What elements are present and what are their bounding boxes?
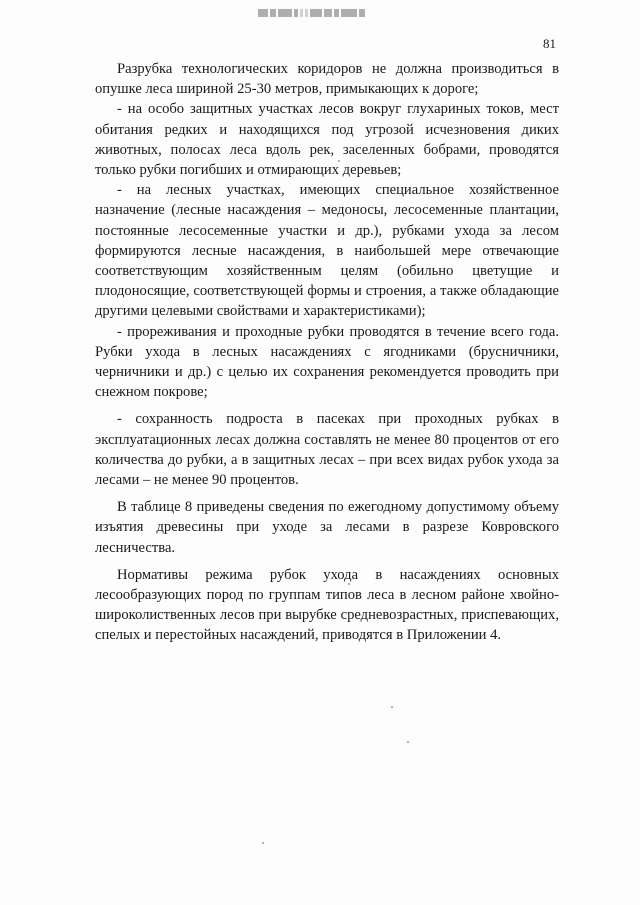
scan-speck bbox=[348, 583, 350, 585]
scan-speck bbox=[407, 741, 409, 743]
paragraph: - на лесных участках, имеющих специальное хозяйственное назначение (лесные насаждения – медоносы, лесосеменные плантации, постоянные лесосеменные участки и др.), рубками ухода за лесом формируются лесные насаждения, в наибольшей мере отвечающие соответствующим хозяйственным целям (обильно цветущие и плодоносящие, соответствующей формы и строения, а также обладающие другими целевыми свойствами и характеристиками); bbox=[95, 182, 559, 320]
paragraph: - прореживания и проходные рубки проводятся в течение всего года. Рубки ухода в лесных насаждениях с ягодниками (брусничники, черничники и др.) с целью их сохранения рекомендуется проводить при снежном покрове; bbox=[95, 323, 559, 401]
scan-artifact bbox=[258, 6, 370, 20]
paragraph: Нормативы режима рубок ухода в насаждениях основных лесообразующих пород по группам типов леса в лесном районе хвойно-широколиственных лесов при вырубке средневозрастных, приспевающих, спелых и перестойных насаждений, приводятся в Приложении 4. bbox=[95, 566, 559, 644]
page-number: 81 bbox=[543, 36, 556, 51]
paragraph: - сохранность подроста в пасеках при проходных рубках в эксплуатационных лесах должна составлять не менее 80 процентов от его количества до рубки, а в защитных лесах – при всех видах рубок ухода за лесами – не менее 90 процентов. bbox=[95, 411, 559, 489]
paragraph: В таблице 8 приведены сведения по ежегодному допустимому объему изъятия древесины при уходе за лесами в разрезе Ковровского лесничества. bbox=[95, 499, 559, 556]
body-text bbox=[95, 59, 559, 646]
scan-speck bbox=[391, 706, 393, 708]
scan-speck bbox=[338, 160, 340, 162]
paragraph: - на особо защитных участках лесов вокруг глухариных токов, мест обитания редких и находящихся под угрозой исчезновения диких животных, полосах леса вдоль рек, заселенных бобрами, проводятся только рубки погибших и отмирающих деревьев; bbox=[95, 101, 559, 179]
scan-speck bbox=[262, 842, 264, 844]
paragraph: Разрубка технологических коридоров не должна производиться в опушке леса шириной 25-30 метров, примыкающих к дороге; bbox=[95, 61, 559, 98]
